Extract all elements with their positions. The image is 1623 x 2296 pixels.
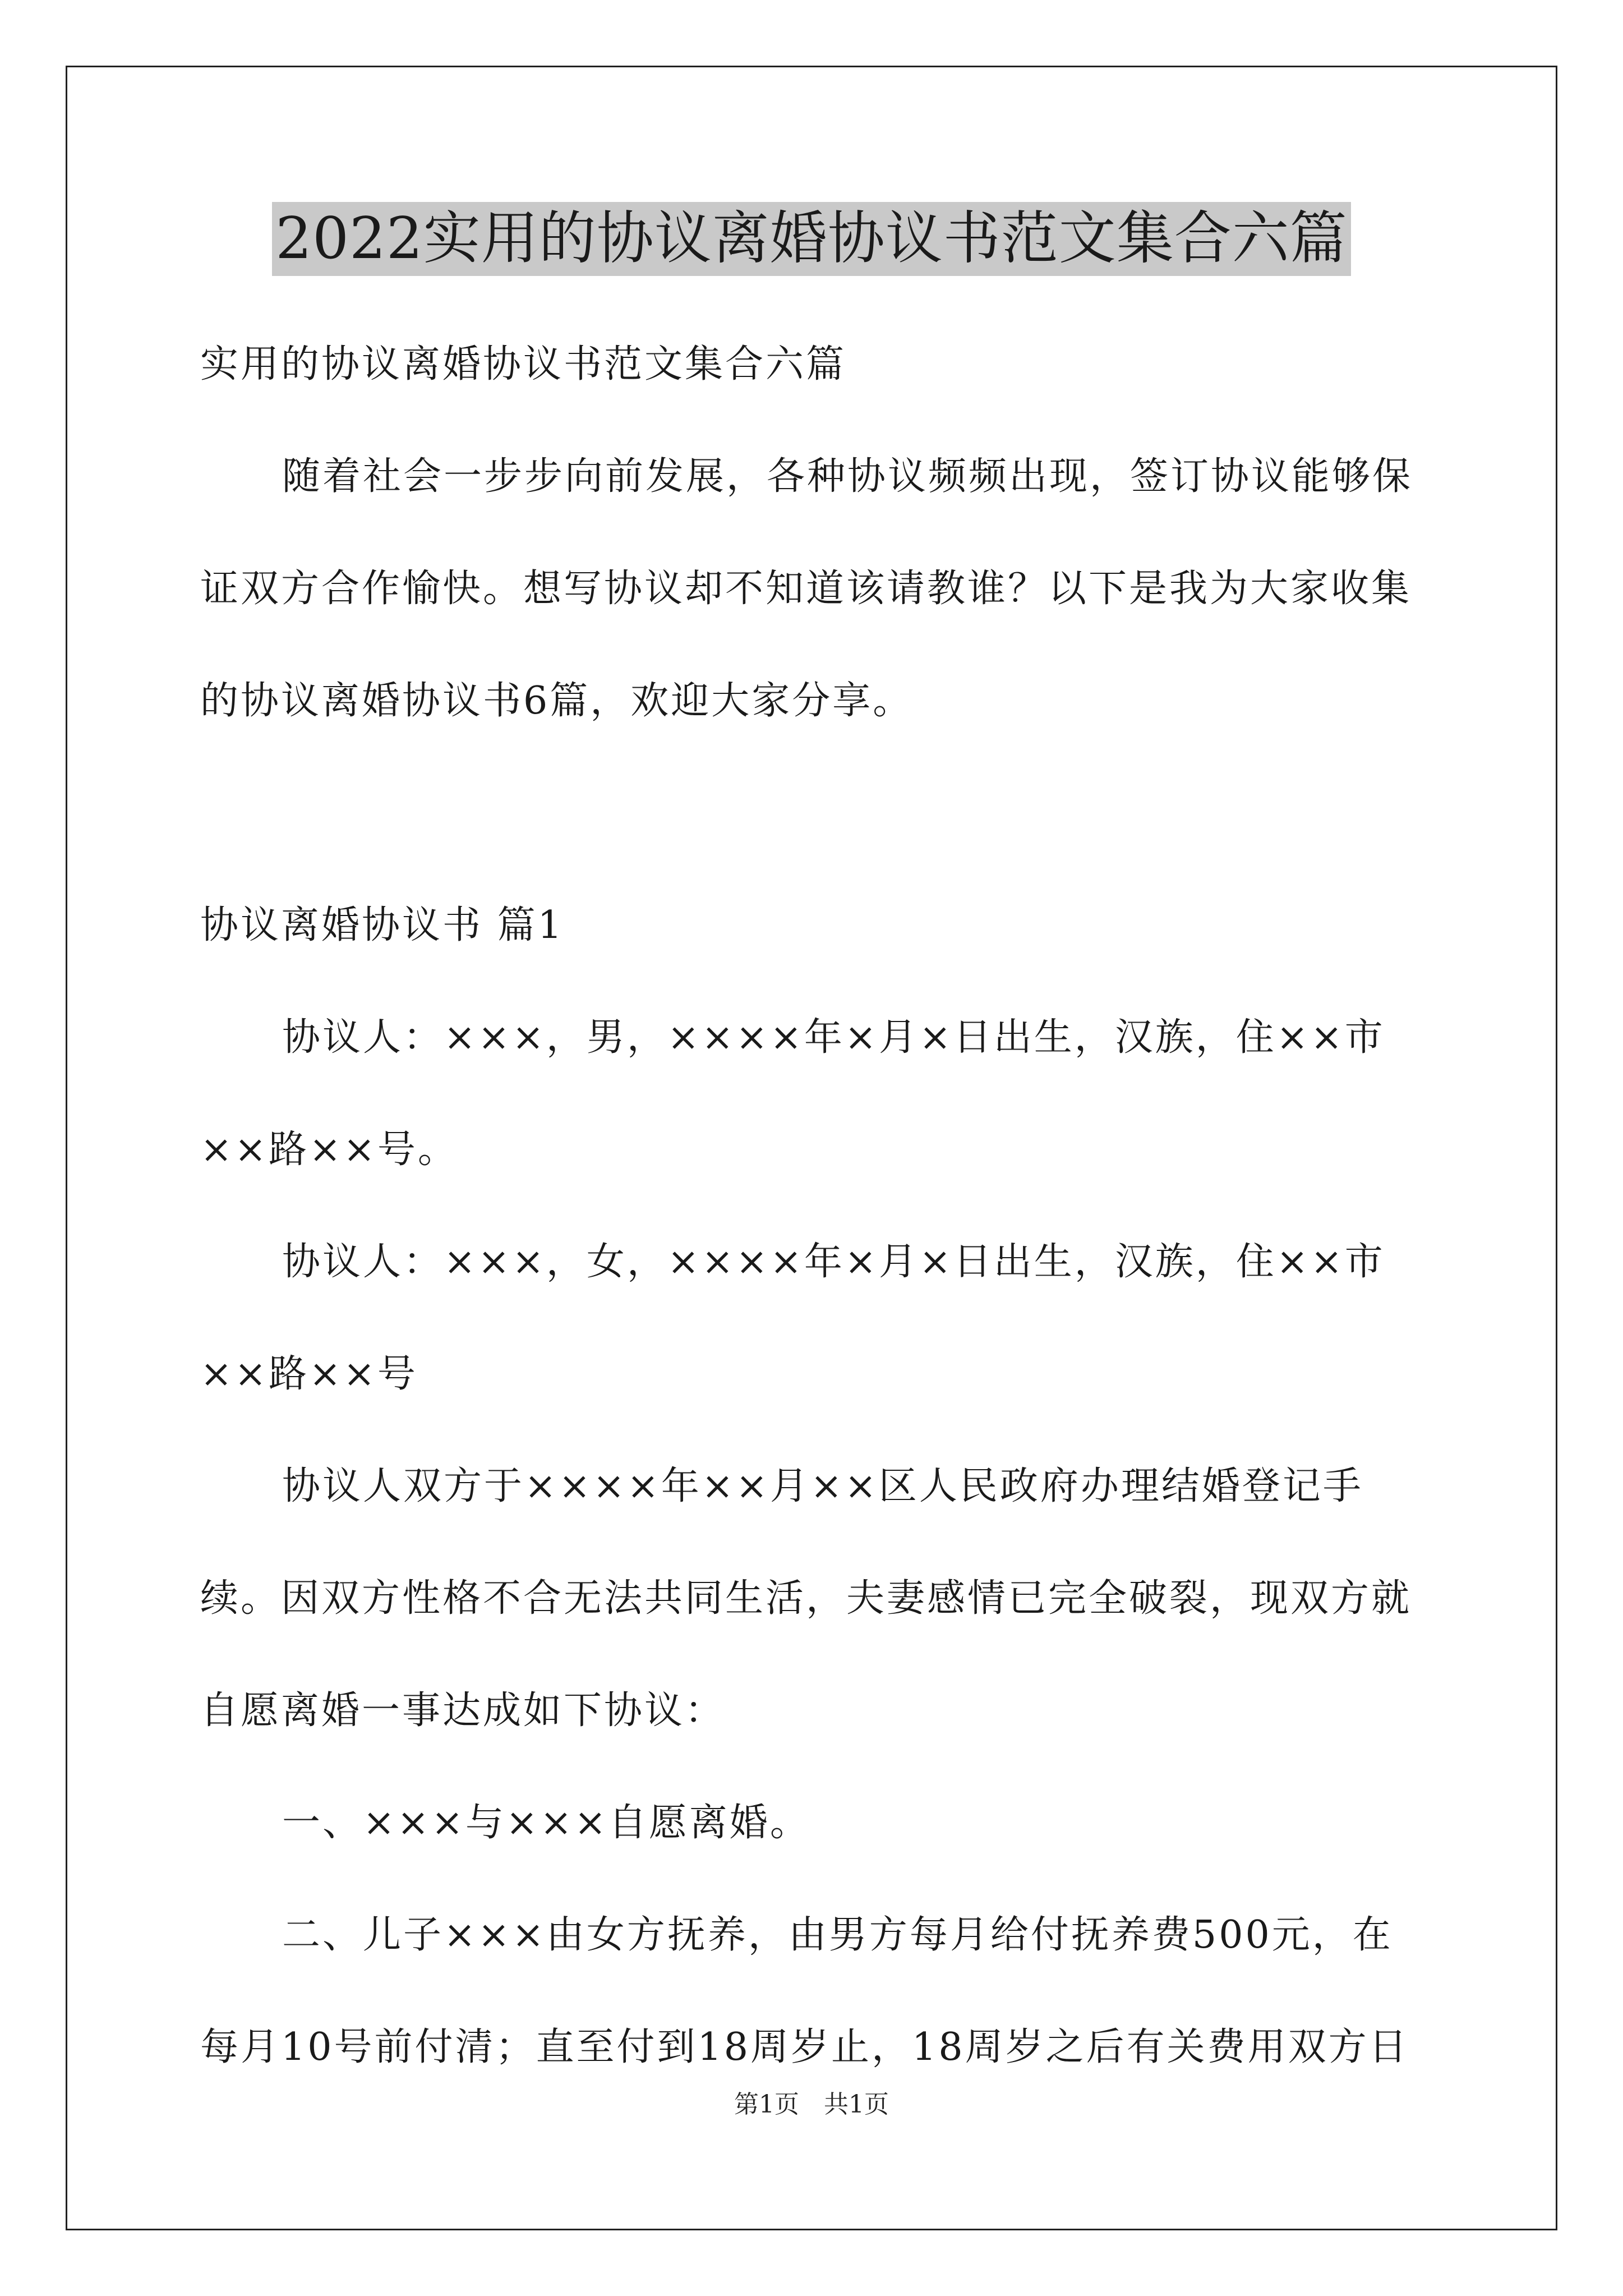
paragraph: 协议人：×××，男，××××年×月×日出生，汉族，住××市××路××号。: [200, 1015, 1385, 1172]
document-body: [200, 309, 1426, 2104]
paragraph: 二、儿子×××由女方抚养，由男方每月给付抚养费500元，在每月10号前付清；直至付到18周岁止，18周岁之后有关费用双方日: [200, 1913, 1409, 2069]
document-title: 2022实用的协议离婚协议书范文集合六篇: [272, 202, 1351, 276]
paragraph: 一、×××与×××自愿离婚。: [282, 1801, 810, 1845]
paragraph: 随着社会一步步向前发展，各种协议频频出现，签订协议能够保证双方合作愉快。想写协议却不知道该请教谁？以下是我为大家收集的协议离婚协议书6篇，欢迎大家分享。: [200, 454, 1413, 723]
page-total: 共1页: [824, 2090, 889, 2119]
page-number: 第1页: [734, 2090, 799, 2119]
paragraph: 协议人双方于××××年××月××区人民政府办理结婚登记手续。因双方性格不合无法共同生活，夫妻感情已完全破裂，现双方就自愿离婚一事达成如下协议：: [200, 1464, 1412, 1733]
page-footer: [0, 2088, 1623, 2122]
blank-line: [200, 757, 1426, 869]
paragraph: 实用的协议离婚协议书范文集合六篇: [200, 342, 847, 386]
title-container: [0, 202, 1623, 276]
paragraph: 协议人：×××，女，××××年×月×日出生，汉族，住××市××路××号: [200, 1240, 1385, 1396]
section-heading: 协议离婚协议书 篇1: [200, 903, 564, 947]
